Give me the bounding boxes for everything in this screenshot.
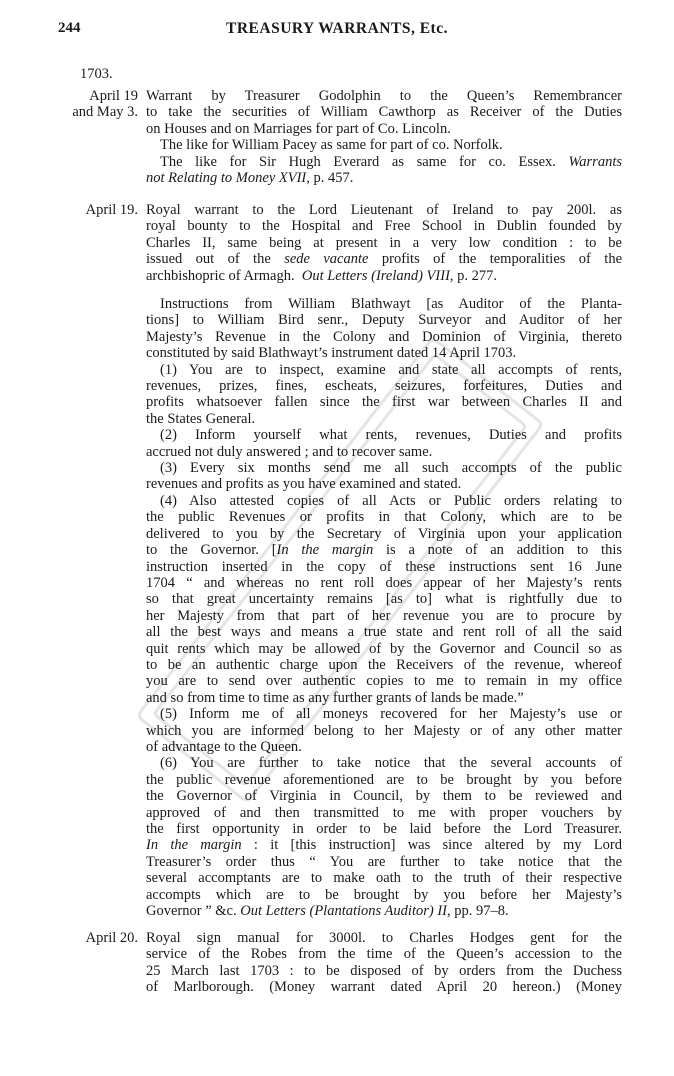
text-line: [146, 154, 622, 170]
text-line: revenues and profits as you have examined and stated.: [146, 476, 462, 493]
text-line: (3) Every six months send me all such accompts of the public: [160, 460, 622, 477]
text-line: (5) Inform me of all moneys recovered for her Majesty’s use or: [160, 706, 622, 723]
text-line: the States General.: [146, 410, 256, 427]
text-run: issued out of the: [146, 251, 271, 268]
text-line: The like for William Pacey as same for part of co. Norfolk.: [160, 137, 503, 154]
text-line: to take the securities of William Cawthorp as Receiver of the Duties: [146, 104, 622, 121]
date-line: April 19: [89, 88, 138, 104]
text-line: Treasurer’s order thus “ You are further to take notice that the: [146, 853, 622, 870]
text-run: , p. 457.: [306, 170, 354, 187]
text-run: profits of the temporalities of the: [381, 251, 623, 268]
source-ref: Warrants: [568, 153, 623, 170]
text-line: accompts which are to be brought by you before her Majesty’s: [146, 886, 622, 903]
text-line: 25 March last 1703 : to be disposed of by orders from the Duchess: [146, 962, 622, 979]
text-line: her Majesty from that part of her revenue you are to procure by: [146, 607, 622, 624]
text-line: all the best ways and means a true state and rent roll of all the said: [146, 624, 622, 641]
entry-date: [54, 88, 138, 121]
text-line: to be an authentic charge upon the Receivers of the revenue, whereof: [146, 656, 622, 673]
text-line: of Marlborough. (Money warrant dated April 20 hereon.) (Money: [146, 979, 622, 996]
text-line: (1) You are to inspect, examine and state all accompts of rents,: [160, 361, 622, 378]
text-line: Instructions from William Blathwayt [as Auditor of the Planta-: [160, 296, 622, 312]
text-line: (4) Also attested copies of all Acts or Public orders relating to: [160, 492, 622, 509]
text-line: the first opportunity in order to be laid before the Lord Treasurer.: [146, 821, 622, 837]
text-line: Majesty’s Revenue in the Colony and Dominion of Virginia, thereto: [146, 328, 622, 345]
text-line: (2) Inform yourself what rents, revenues, Duties and profits: [160, 427, 622, 444]
text-line: so that great uncertainty remains [as to] what is rightfully due to: [146, 591, 622, 608]
text-run: The like for Sir Hugh Everard as same for co. Essex.: [160, 153, 556, 170]
text-line: Royal warrant to the Lord Lieutenant of Ireland to pay 200l. as: [146, 202, 622, 218]
text-line: profits whatsoever fallen since the first war between Charles II and: [146, 394, 622, 411]
text-line: to the Governor. [In the margin is a note of an addition to this: [146, 542, 622, 559]
entry-date: [54, 930, 138, 946]
text-line: which you are informed belong to her Majesty or of any other matter: [146, 722, 622, 739]
text-run: , p. 277.: [449, 267, 498, 284]
text-line: service of the Robes from the time of the Queen’s accession to the: [146, 946, 622, 963]
date-line: and May 3.: [72, 104, 138, 121]
text-run: archbishopric of Armagh.: [146, 267, 295, 284]
text-line: Warrant by Treasurer Godolphin to the Queen’s Remembrancer: [146, 88, 622, 104]
entry-text: [146, 88, 622, 186]
text-line: [146, 170, 622, 186]
text-line: several accomptants are to make oath to the truth of their respective: [146, 870, 622, 887]
text-line: the public Revenues or profits in that Colony, which are to be: [146, 509, 622, 526]
source-ref: Out Letters (Ireland) VIII: [301, 267, 450, 284]
text-line: Charles II, same being at present in a very low condition : to be: [146, 234, 622, 251]
date-line: April 19.: [85, 202, 138, 218]
instructions-text: [146, 296, 622, 919]
text-line: you are to send over authentic copies to me to remain in my office: [146, 673, 622, 690]
date-line: April 20.: [85, 930, 138, 946]
text-line: approved of and then transmitted to me with proper vouchers by: [146, 804, 622, 821]
text-line: revenues, prizes, fines, escheats, seizures, forfeitures, Duties and: [146, 378, 622, 395]
text-line: [146, 251, 622, 267]
text-line: the public revenue aforementioned are to be brought by you before: [146, 771, 622, 788]
latin-term: sede vacante: [284, 251, 369, 268]
running-title: TREASURY WARRANTS, Etc.: [226, 20, 448, 37]
text-line: constituted by said Blathwayt’s instrument dated 14 April 1703.: [146, 345, 517, 362]
text-line: the Governor of Virginia in Council, by them to be reviewed and: [146, 788, 622, 805]
text-line: and so from time to time as any further grants of lands be made.”: [146, 689, 524, 706]
text-line: of advantage to the Queen.: [146, 738, 302, 755]
entry-text: [146, 202, 622, 284]
text-line: In the margin : it [this instruction] was since altered by my Lord: [146, 837, 622, 854]
page-header: [0, 20, 674, 42]
text-line: [146, 268, 622, 284]
text-line: instruction inserted in the copy of these instructions sent 16 June: [146, 558, 622, 575]
text-line: quit rents which may be allowed of by the Governor and Council so as: [146, 640, 622, 657]
text-line: 1704 “ and whereas no rent roll does appear of her Majesty’s rents: [146, 574, 622, 591]
text-line: on Houses and on Marriages for part of Co. Lincoln.: [146, 120, 451, 137]
page-number: 244: [58, 20, 81, 36]
entry-date: [54, 202, 138, 218]
text-line: Governor ” &c. Out Letters (Plantations Auditor) II, pp. 97–8.: [146, 903, 509, 920]
text-line: accrued not duly answered ; and to recover same.: [146, 443, 433, 460]
text-line: (6) You are further to take notice that the several accounts of: [160, 755, 622, 772]
year-label: 1703.: [80, 66, 113, 82]
text-line: delivered to you by the Secretary of Virginia upon your application: [146, 525, 622, 542]
text-line: tions] to William Bird senr., Deputy Surveyor and Auditor of her: [146, 312, 622, 329]
source-ref: not Relating to Money XVII: [146, 170, 307, 187]
text-line: Royal sign manual for 3000l. to Charles Hodges gent for the: [146, 930, 622, 946]
text-line: royal bounty to the Hospital and Free School in Dublin founded by: [146, 218, 622, 235]
entry-text: [146, 930, 622, 996]
